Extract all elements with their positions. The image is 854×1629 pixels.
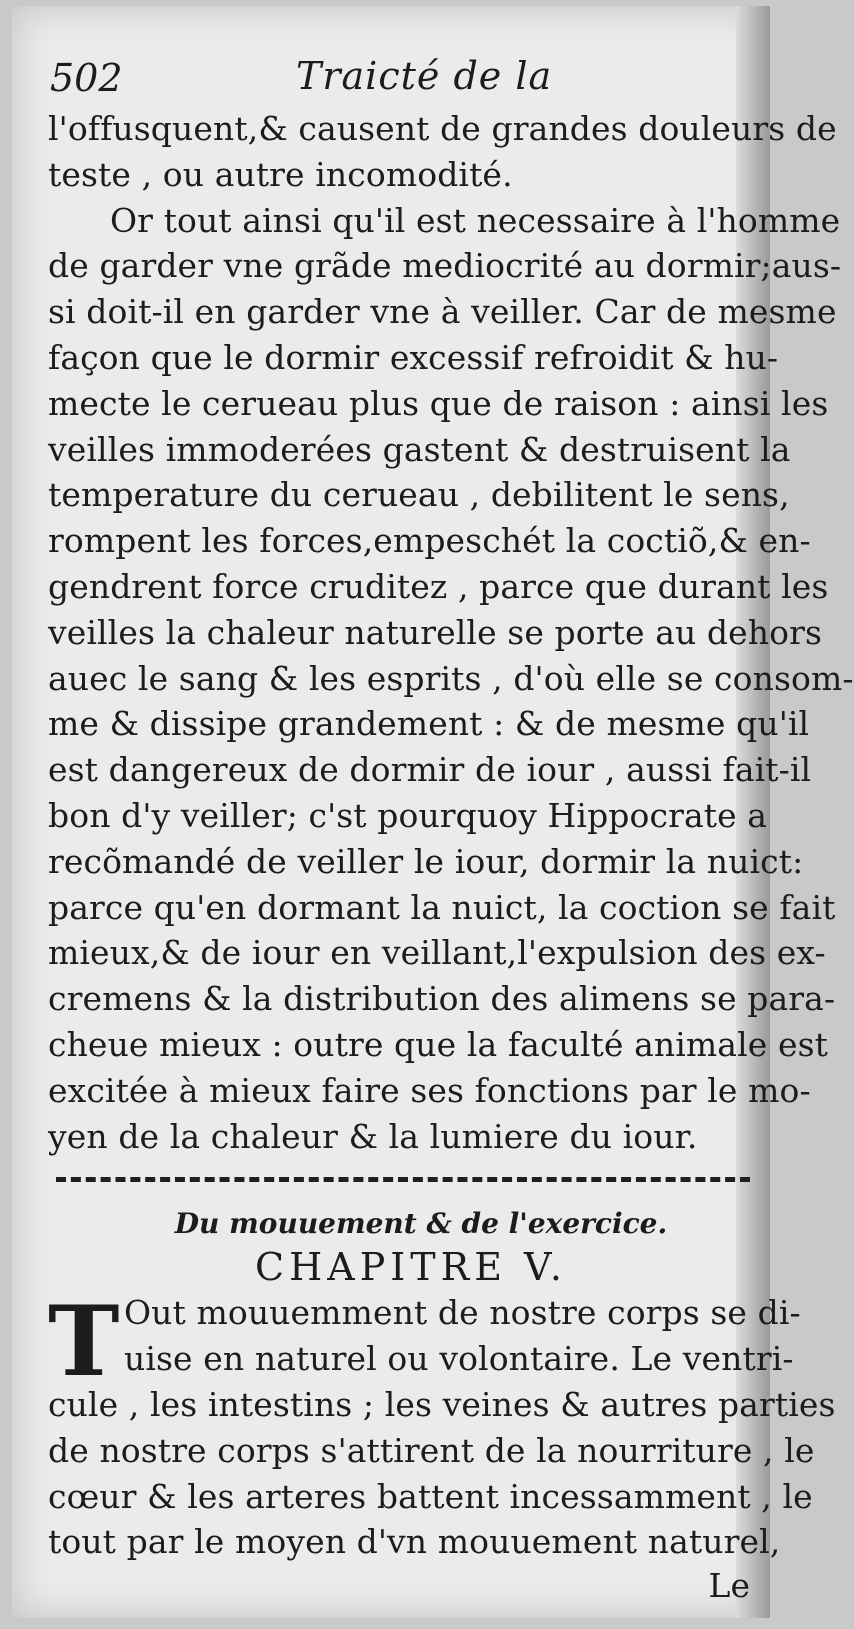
page-header [48, 40, 754, 106]
text-line: teste , ou autre incomodité. [48, 154, 513, 194]
text-line: temperature du cerueau , debilitent le sens, [48, 475, 790, 515]
text-line: l'offusquent,& causent de grandes douleurs de [48, 109, 837, 148]
text-line: cœur & les arteres battent incessamment , le [48, 1476, 813, 1516]
text-line: mecte le cerueau plus que de raison : ainsi les [48, 383, 829, 423]
section-title: Du mouuement & de l'exercice. [174, 1207, 668, 1241]
text-line: uise en naturel ou volontaire. Le ventri- [124, 1339, 794, 1379]
text-line: Out mouuemment de nostre corps se di- [124, 1293, 801, 1333]
text-line: Or tout ainsi qu'il est necessaire à l'homme [110, 200, 841, 240]
section-divider-rule [56, 1177, 750, 1182]
text-line: auec le sang & les esprits , d'où elle se consom- [48, 658, 854, 698]
drop-cap: T [48, 1285, 120, 1399]
catchword: Le [708, 1566, 750, 1606]
text-line: est dangereux de dormir de iour , aussi fait-il [48, 750, 812, 790]
text-line: de garder vne grãde mediocrité au dormir;aus- [48, 246, 842, 286]
paragraph-continuation [48, 106, 837, 198]
page-number: 502 [50, 56, 123, 100]
running-head: Traicté de la [296, 54, 553, 98]
chapter-body [48, 1285, 836, 1565]
paragraph-sleep-watch [48, 198, 854, 1160]
text-block [48, 40, 854, 1607]
text-line: excitée à mieux faire ses fonctions par le mo- [48, 1070, 811, 1110]
text-line: parce qu'en dormant la nuict, la coction se fait [48, 887, 836, 927]
text-line: me & dissipe grandement : & de mesme qu'il [48, 704, 810, 744]
text-line: recõmandé de veiller le iour, dormir la nuict: [48, 841, 804, 881]
text-line: cule , les intestins ; les veines & autres parties [48, 1384, 836, 1424]
text-line: veilles la chaleur naturelle se porte au dehors [48, 612, 822, 652]
text-line: bon d'y veiller; c'st pourquoy Hippocrate a [48, 795, 768, 835]
text-line: mieux,& de iour en veillant,l'expulsion des ex- [48, 933, 826, 973]
text-line: de nostre corps s'attirent de la nourriture , le [48, 1430, 815, 1470]
text-line: cremens & la distribution des alimens se para- [48, 979, 836, 1019]
text-line: yen de la chaleur & la lumiere du iour. [48, 1116, 698, 1156]
text-line: cheue mieux : outre que la faculté animale est [48, 1024, 828, 1064]
text-line: gendrent force cruditez , parce que durant les [48, 566, 829, 606]
chapter-heading: CHAPITRE V. [255, 1245, 567, 1290]
text-line: veilles immoderées gastent & destruisent la [48, 429, 791, 469]
text-line: si doit-il en garder vne à veiller. Car de mesme [48, 292, 837, 332]
text-line: façon que le dormir excessif refroidit & hu- [48, 337, 779, 377]
text-line: tout par le moyen d'vn mouuement naturel, [48, 1522, 781, 1562]
book-page [12, 6, 854, 1618]
text-line: rompent les forces,empeschét la coctiõ,& en- [48, 521, 811, 561]
